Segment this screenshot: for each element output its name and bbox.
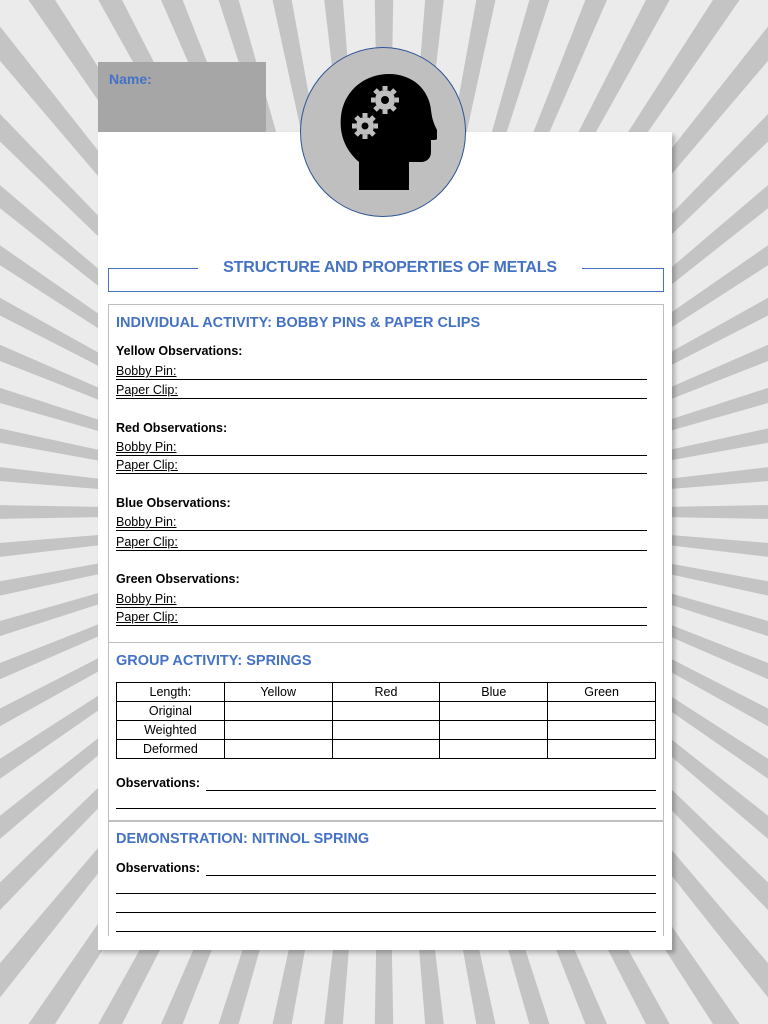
demo-observations-line[interactable] [116, 860, 656, 876]
answer-line[interactable] [116, 808, 656, 809]
group-observations-label: Observations: [116, 776, 201, 790]
green-paper-clip-line[interactable] [116, 609, 647, 626]
bobby-pin-label: Bobby Pin: [116, 592, 177, 606]
table-cell[interactable] [548, 721, 656, 740]
table-cell[interactable] [224, 740, 332, 759]
red-observations-heading: Red Observations: [116, 421, 228, 435]
name-box[interactable] [98, 62, 266, 132]
table-cell[interactable] [224, 721, 332, 740]
blue-bobby-pin-line[interactable] [116, 514, 647, 531]
paper-clip-label: Paper Clip: [116, 458, 178, 472]
paper-clip-label: Paper Clip: [116, 610, 178, 624]
demonstration-heading: DEMONSTRATION: NITINOL SPRING [116, 831, 370, 847]
bobby-pin-label: Bobby Pin: [116, 515, 177, 529]
table-cell[interactable] [332, 721, 440, 740]
yellow-observations-heading: Yellow Observations: [116, 344, 243, 358]
answer-line [206, 790, 656, 791]
table-row [117, 721, 656, 740]
group-observations-line[interactable] [116, 775, 656, 791]
red-bobby-pin-line[interactable] [116, 439, 647, 456]
table-cell[interactable] [548, 740, 656, 759]
blue-paper-clip-line[interactable] [116, 534, 647, 551]
table-header-cell: Blue [440, 683, 548, 702]
table-row [117, 702, 656, 721]
head-gears-icon [337, 70, 437, 195]
table-cell[interactable] [332, 702, 440, 721]
page-title: STRUCTURE AND PROPERTIES OF METALS [223, 259, 557, 276]
table-cell[interactable] [332, 740, 440, 759]
table-cell[interactable] [440, 740, 548, 759]
table-cell[interactable] [440, 721, 548, 740]
group-activity-heading: GROUP ACTIVITY: SPRINGS [116, 653, 312, 669]
row-label: Weighted [117, 721, 225, 740]
table-cell[interactable] [548, 702, 656, 721]
table-header-cell: Length: [117, 683, 225, 702]
table-header-cell: Green [548, 683, 656, 702]
answer-line [206, 875, 656, 876]
row-label: Deformed [117, 740, 225, 759]
answer-line[interactable] [116, 893, 656, 894]
demo-observations-label: Observations: [116, 861, 201, 875]
title-rule-right [582, 268, 664, 269]
answer-line[interactable] [116, 931, 656, 932]
yellow-paper-clip-line[interactable] [116, 382, 647, 399]
table-header-cell: Yellow [224, 683, 332, 702]
paper-clip-label: Paper Clip: [116, 383, 178, 397]
paper-clip-label: Paper Clip: [116, 535, 178, 549]
title-rule-left [108, 268, 198, 269]
table-cell[interactable] [440, 702, 548, 721]
blue-observations-heading: Blue Observations: [116, 496, 231, 510]
table-header-cell: Red [332, 683, 440, 702]
yellow-bobby-pin-line[interactable] [116, 363, 647, 380]
row-label: Original [117, 702, 225, 721]
bobby-pin-label: Bobby Pin: [116, 440, 177, 454]
green-bobby-pin-line[interactable] [116, 591, 647, 608]
table-cell[interactable] [224, 702, 332, 721]
springs-table [116, 682, 656, 759]
green-observations-heading: Green Observations: [116, 572, 240, 586]
name-label: Name: [109, 71, 152, 87]
answer-line[interactable] [116, 912, 656, 913]
table-row [117, 740, 656, 759]
individual-activity-heading: INDIVIDUAL ACTIVITY: BOBBY PINS & PAPER CLIPS [116, 315, 481, 331]
logo-circle [300, 47, 466, 217]
table-header-row [117, 683, 656, 702]
red-paper-clip-line[interactable] [116, 457, 647, 474]
bobby-pin-label: Bobby Pin: [116, 364, 177, 378]
